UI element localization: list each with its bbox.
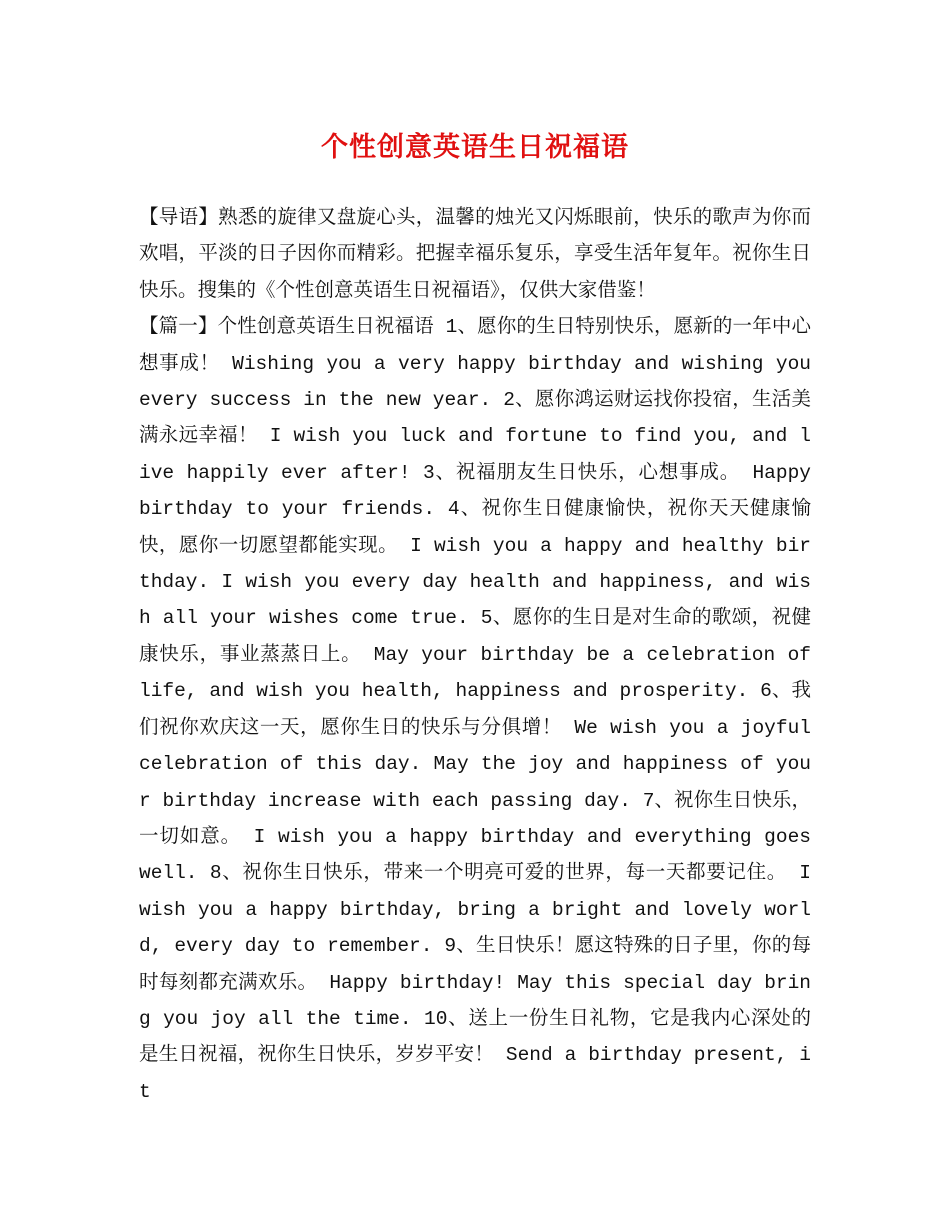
intro-paragraph: 【导语】熟悉的旋律又盘旋心头，温馨的烛光又闪烁眼前，快乐的歌声为你而欢唱，平淡的日子因你而精彩。把握幸福乐复乐，享受生活年复年。祝你生日快乐。搜集的《个性创意英语生日祝福语》，仅供大家借鉴！ <box>139 207 811 302</box>
document-title: 个性创意英语生日祝福语 <box>321 132 629 163</box>
section-one-paragraph: 【篇一】个性创意英语生日祝福语 1、愿你的生日特别快乐，愿新的一年中心想事成！ Wishing you a very happy birthday and wishing you every success in the new year. 2、愿你鸿运财运找你投宿，生活美满永远幸福！ I wish you luck and fortune to find you, and live happily ever after! 3、祝福朋友生日快乐，心想事成。 Happy birthday to your friends. 4、祝你生日健康愉快，祝你天天健康愉快，愿你一切愿望都能实现。 I wish you a happy and healthy birthday. I wish you every day health and happiness, and wish all your wishes come true. 5、愿你的生日是对生命的歌颂，祝健康快乐，事业蒸蒸日上。 May your birthday be a celebration of life, and wish you health, happiness and prosperity. 6、我们祝你欢庆这一天，愿你生日的快乐与分俱增！ We wish you a joyful celebration of this day. May the joy and happiness of your birthday increase with each passing day. 7、祝你生日快乐，一切如意。 I wish you a happy birthday and everything goes well. 8、祝你生日快乐，带来一个明亮可爱的世界，每一天都要记住。 I wish you a happy birthday, bring a bright and lovely world, every day to remember. 9、生日快乐！愿这特殊的日子里，你的每时每刻都充满欢乐。 Happy birthday! May this special day bring you joy all the time. 10、送上一份生日礼物，它是我内心深处的是生日祝福，祝你生日快乐，岁岁平安！ Send a birthday present, it <box>139 316 811 1103</box>
document-body <box>139 200 811 1110</box>
